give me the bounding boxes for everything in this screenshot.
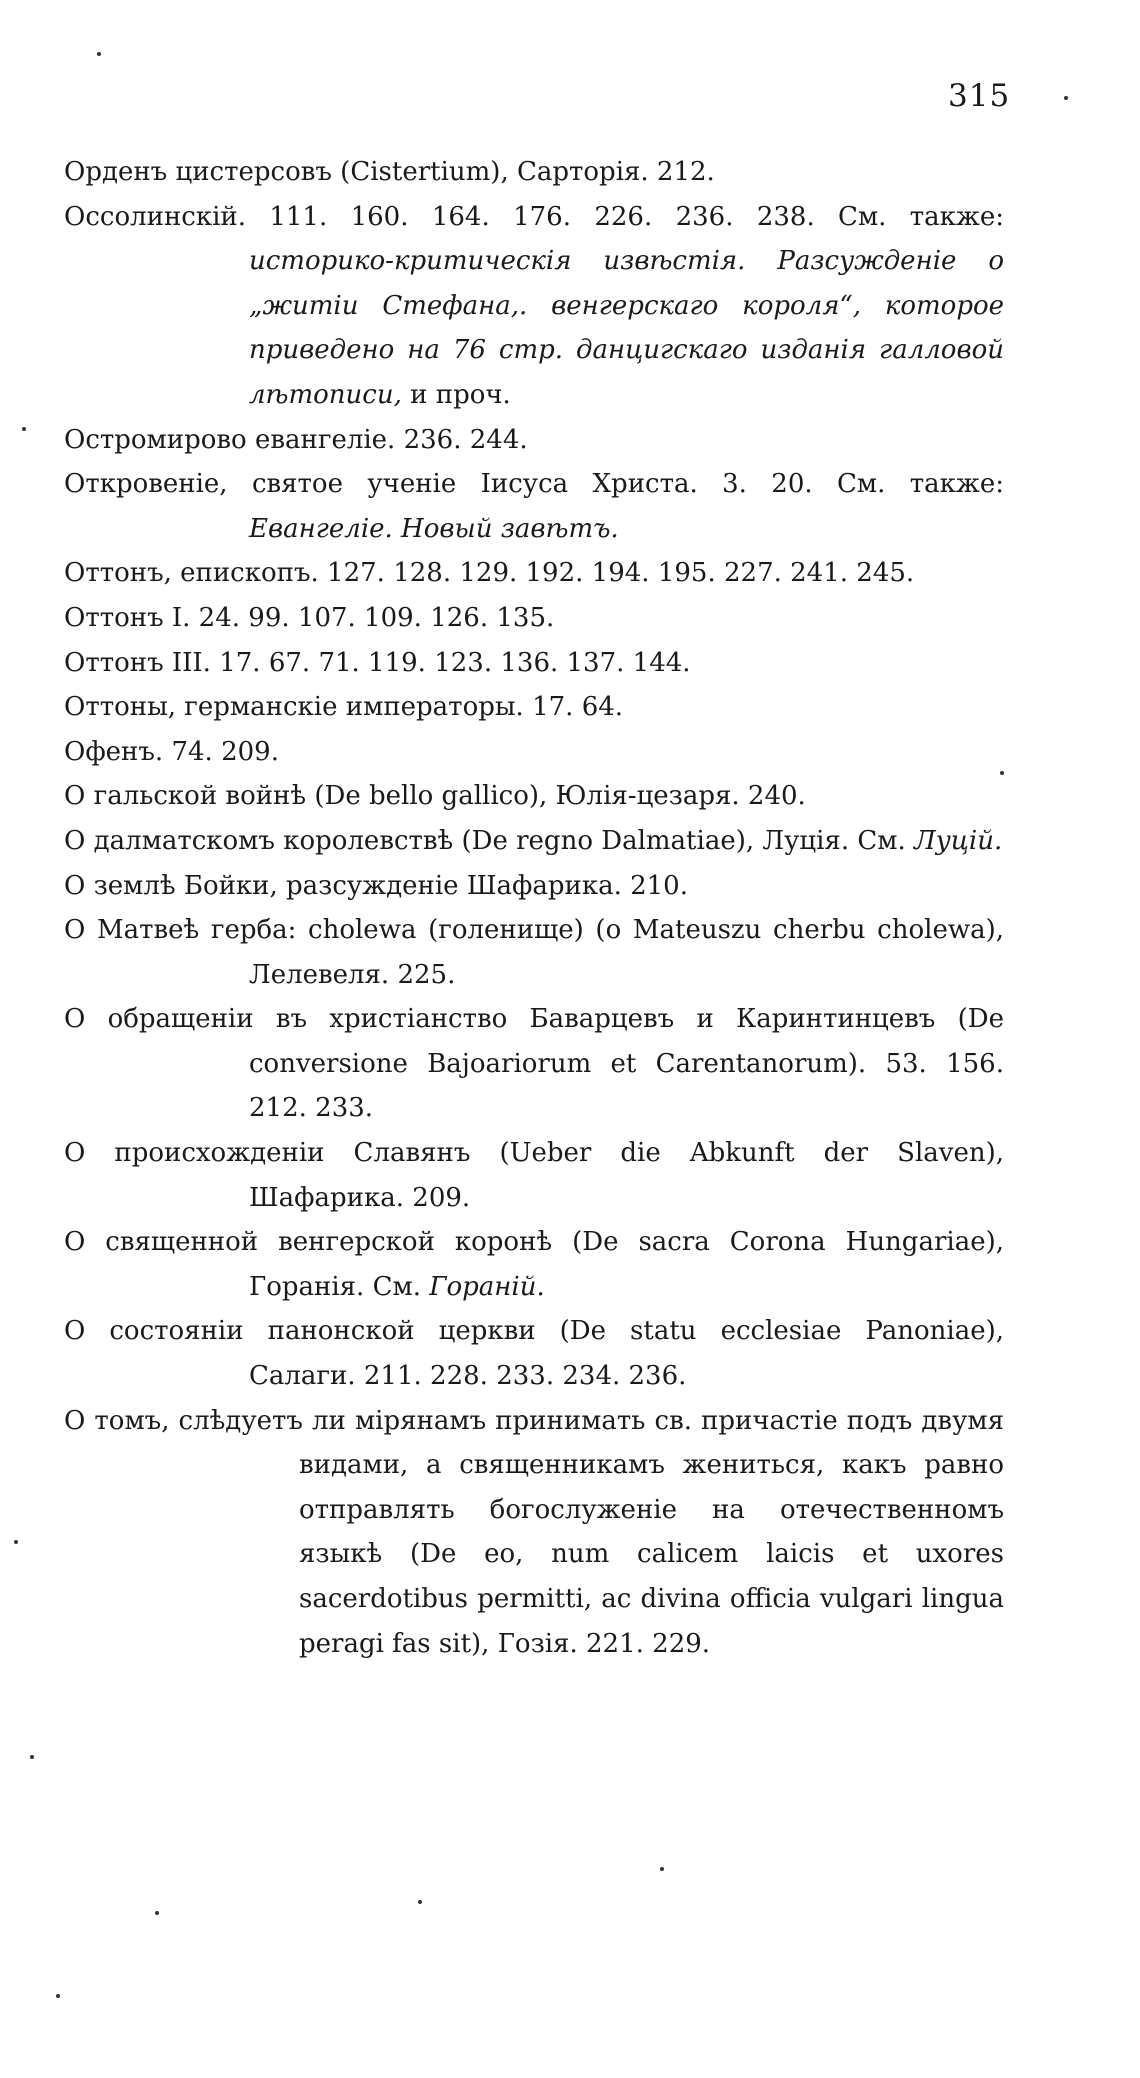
entry-text: Оттонъ I. 24. 99. 107. 109. 126. 135. (64, 602, 555, 633)
entry-text: О далматскомъ королевствѣ (De regno Dalmatiae), Луція. См. (64, 825, 914, 856)
entry-text: О гальской войнѣ (De bello gallico), Юлія-цезаря. 240. (64, 781, 806, 812)
entry-cross-reference: историко-критическія извѣстія. Разсужденіе о „житіи Стефана,. венгерскаго короля“, которое приведено на 76 стр. данцигскаго изданія галловой лѣтописи, (249, 246, 1004, 410)
index-entry (64, 908, 1004, 997)
index-entry (64, 596, 1004, 641)
scan-speck (418, 1900, 422, 1904)
index-entry (64, 1399, 1004, 1667)
entry-tail: и проч. (401, 379, 511, 410)
entry-text: О состояніи панонской церкви (De statu ecclesiae Panoniae), Салаги. 211. 228. 233. 234. 236. (64, 1316, 1004, 1392)
entry-text: О землѣ Бойки, разсужденіе Шафарика. 210. (64, 870, 688, 901)
entry-text: Остромирово евангеліе. 236. 244. (64, 424, 528, 455)
index-entry (64, 730, 1004, 775)
page-number: 315 (948, 78, 1011, 114)
scan-speck (56, 1994, 60, 1998)
entry-cross-reference: Гораній. (429, 1271, 545, 1302)
entry-text: О происхожденіи Славянъ (Ueber die Abkunft der Slaven), Шафарика. 209. (64, 1138, 1004, 1213)
index-entry (64, 195, 1004, 418)
entry-text: Оттонъ III. 17. 67. 71. 119. 123. 136. 137. 144. (64, 647, 691, 678)
index-entry (64, 641, 1004, 686)
index-entry (64, 462, 1004, 551)
index-entry (64, 864, 1004, 909)
index-entry (64, 1309, 1004, 1398)
entry-text: Откровеніе, святое ученіе Іисуса Христа. 3. 20. См. также: (64, 469, 1004, 500)
entry-cross-reference: Евангеліе. Новый завѣтъ. (249, 513, 619, 544)
index-entry (64, 1131, 1004, 1220)
index-entry (64, 819, 1004, 864)
entry-text: О священной венгерской коронѣ (De sacra Corona Hungariae), Горанія. См. (64, 1227, 1004, 1302)
index-entry (64, 551, 1004, 596)
index-entry (64, 997, 1004, 1131)
entry-text: Оттонъ, епископъ. 127. 128. 129. 192. 194. 195. 227. 241. 245. (64, 558, 915, 589)
entry-text: О томъ, слѣдуетъ ли мірянамъ принимать св. причастіе подъ двумя видами, а священникамъ жениться, какъ равно отправлять богослуженіе на отечественномъ языкѣ (De eo, num calicem laicis et uxores sacerdotibus permitti, ac divina officia vulgari lingua peragi fas sit), Гозія. 221. 229. (64, 1405, 1004, 1659)
index-entry (64, 1220, 1004, 1309)
entry-text: Оттоны, германскіе императоры. 17. 64. (64, 692, 624, 723)
scan-speck (30, 1755, 34, 1759)
index-entry (64, 685, 1004, 730)
scan-speck (97, 52, 101, 56)
entry-cross-reference: Луцій. (914, 825, 1003, 856)
entry-text: О Матвеѣ герба: cholewa (голенище) (o Mateuszu cherbu cholewa), Лелевеля. 225. (64, 915, 1004, 990)
scan-speck (155, 1911, 159, 1915)
scan-speck (14, 1540, 18, 1544)
index-entry (64, 150, 1004, 195)
index-entries (64, 150, 1004, 1666)
index-entry (64, 774, 1004, 819)
entry-text: Офенъ. 74. 209. (64, 736, 279, 767)
entry-text: Оссолинскій. 111. 160. 164. 176. 226. 236. 238. См. также: (64, 201, 1004, 232)
scan-speck (1000, 771, 1004, 775)
entry-text: О обращеніи въ христіанство Баварцевъ и Каринтинцевъ (De conversione Bajoariorum et Carentanorum). 53. 156. 212. 233. (64, 1004, 1004, 1124)
index-entry (64, 418, 1004, 463)
scan-speck (1064, 96, 1068, 100)
scan-speck (660, 1867, 664, 1871)
entry-text: Орденъ цистерсовъ (Cistertium), Сарторія. 212. (64, 157, 715, 187)
scan-speck (22, 427, 26, 431)
